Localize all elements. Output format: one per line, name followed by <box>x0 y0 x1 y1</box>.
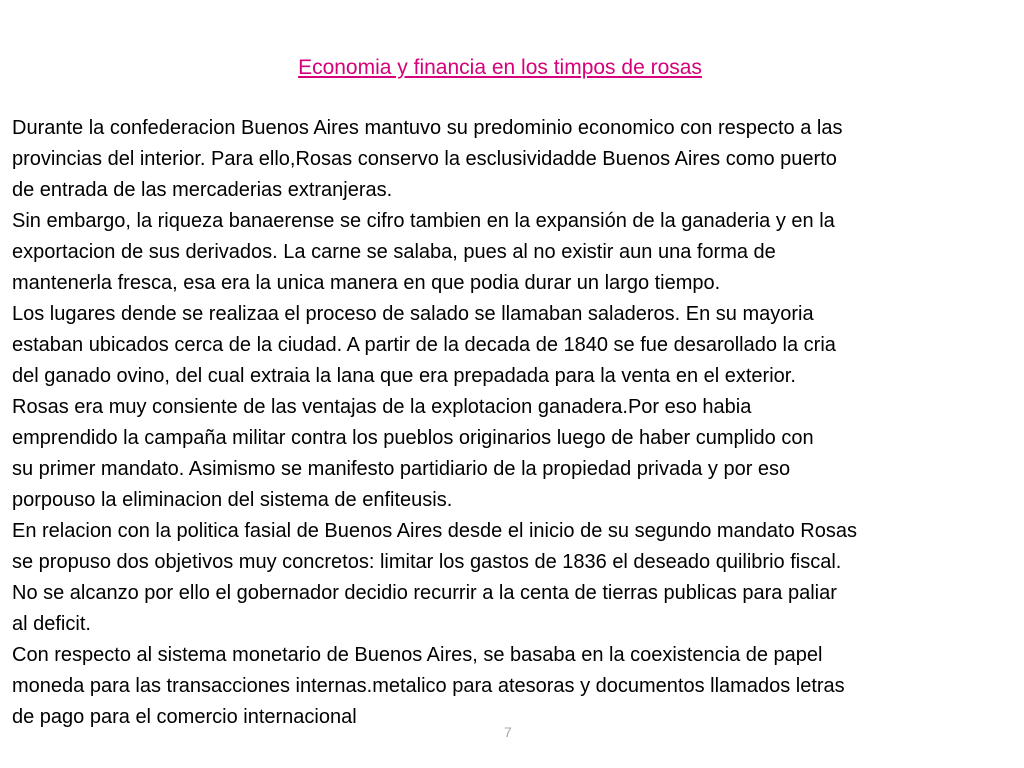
body-line: se propuso dos objetivos muy concretos: limitar los gastos de 1836 el deseado quilibrio fiscal. <box>12 551 842 573</box>
body-line: porpouso la eliminacion del sistema de enfiteusis. <box>12 489 453 511</box>
body-line: Con respecto al sistema monetario de Buenos Aires, se basaba en la coexistencia de papel <box>12 644 823 666</box>
body-line: su primer mandato. Asimismo se manifesto partidiario de la propiedad privada y por eso <box>12 458 791 480</box>
body-line: Rosas era muy consiente de las ventajas de la explotacion ganadera.Por eso habia <box>12 396 752 418</box>
body-line: emprendido la campaña militar contra los pueblos originarios luego de haber cumplido con <box>12 427 814 449</box>
body-line: de entrada de las mercaderias extranjeras. <box>12 179 393 201</box>
body-line: exportacion de sus derivados. La carne se salaba, pues al no existir aun una forma de <box>12 241 776 263</box>
body-line: al deficit. <box>12 613 91 635</box>
page-number: 7 <box>504 724 512 740</box>
body-line: moneda para las transacciones internas.metalico para atesoras y documentos llamados letras <box>12 675 845 697</box>
body-line: Los lugares dende se realizaa el proceso de salado se llamaban saladeros. En su mayoria <box>12 303 814 325</box>
body-line: del ganado ovino, del cual extraia la lana que era prepadada para la venta en el exterior. <box>12 365 796 387</box>
slide-title: Economia y financia en los timpos de rosas <box>298 56 702 79</box>
body-line: mantenerla fresca, esa era la unica manera en que podia durar un largo tiempo. <box>12 272 721 294</box>
body-line: de pago para el comercio internacional <box>12 706 357 728</box>
slide-body <box>12 113 1012 733</box>
body-line: estaban ubicados cerca de la ciudad. A partir de la decada de 1840 se fue desarollado la cria <box>12 334 836 356</box>
body-line: provincias del interior. Para ello,Rosas conservo la esclusividadde Buenos Aires como puerto <box>12 148 837 170</box>
body-line: No se alcanzo por ello el gobernador decidio recurrir a la centa de tierras publicas para paliar <box>12 582 837 604</box>
body-line: Sin embargo, la riqueza banaerense se cifro tambien en la expansión de la ganaderia y en la <box>12 210 835 232</box>
body-line: Durante la confederacion Buenos Aires mantuvo su predominio economico con respecto a las <box>12 117 843 139</box>
body-line: En relacion con la politica fasial de Buenos Aires desde el inicio de su segundo mandato Rosas <box>12 520 857 542</box>
